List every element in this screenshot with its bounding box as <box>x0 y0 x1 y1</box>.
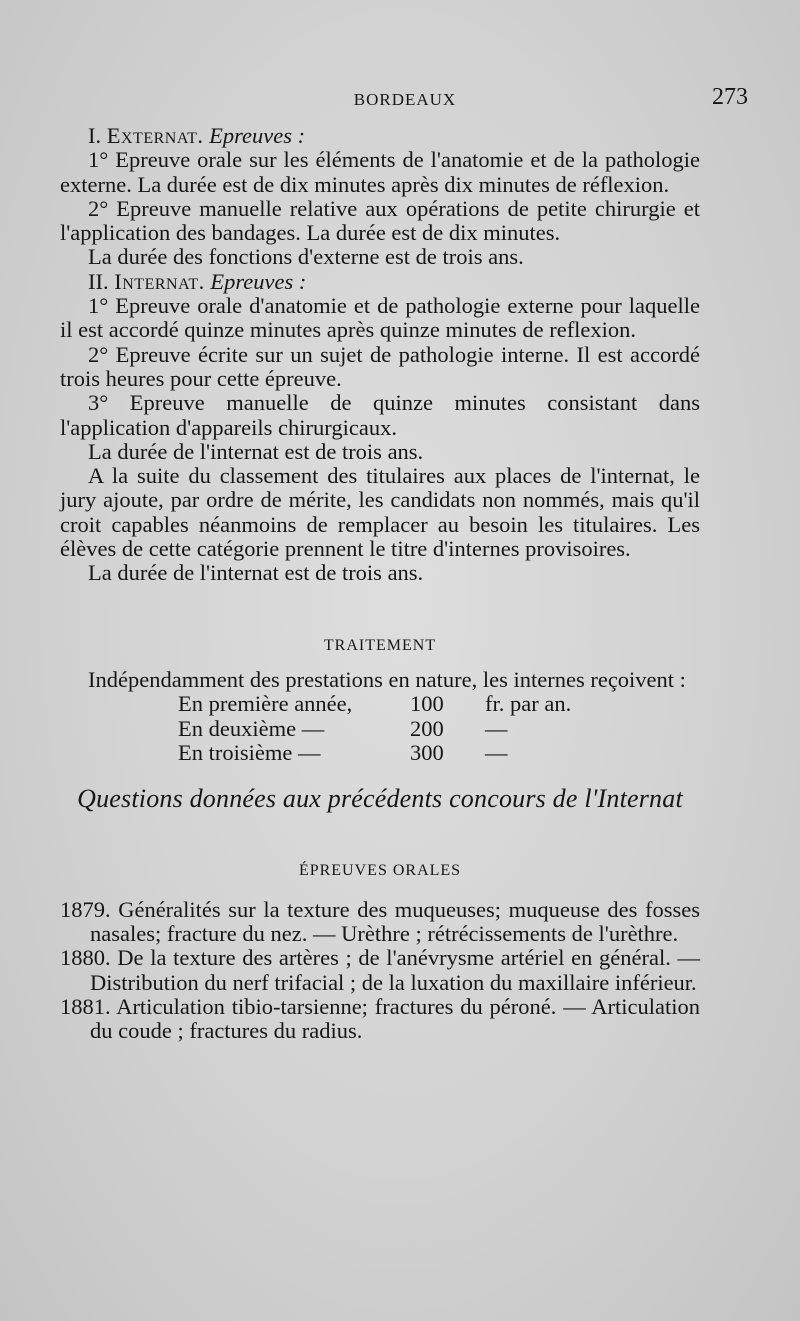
salary-unit: — <box>485 715 508 741</box>
internat-heading <box>60 270 700 294</box>
internat-provisoires: A la suite du classement des titulaires aux places de l'internat, le jury ajoute, par ordre de mérite, les candidats non nommés, mais qu'il croit capables néanmoins de remplacer au besoin les titulaires. Les élèves de cette catégorie prennent le titre d'internes provisoires. <box>60 463 700 562</box>
page-header <box>62 84 748 114</box>
running-title: BORDEAUX <box>353 90 457 109</box>
salary-row <box>178 741 571 765</box>
salary-label: En deuxième — <box>178 715 325 741</box>
salary-amount: 100 <box>410 691 444 717</box>
internat-item-1: 1° Epreuve orale d'anatomie et de pathologie externe pour laquelle il est accordé quinze minutes après quinze minutes de reflexion. <box>60 293 700 343</box>
question-item: 1879. Généralités sur la texture des muqueuses; muqueuse des fosses nasales; fracture du nez. — Urèthre ; rétrécissements de l'urèthre. <box>60 896 700 947</box>
salary-row <box>178 692 571 716</box>
question-item: 1880. De la texture des artères ; de l'anévrysme artériel en général. — Distribution du nerf trifacial ; de la luxation du maxillaire inférieur. <box>60 945 700 995</box>
externat-duration: La durée des fonctions d'externe est de trois ans. <box>88 244 524 270</box>
salary-amount: 200 <box>410 715 444 741</box>
externat-epreuves-label: Epreuves : <box>209 123 306 148</box>
externat-heading <box>60 124 700 148</box>
internat-duration: La durée de l'internat est de trois ans. <box>88 438 424 464</box>
salary-row <box>178 717 571 741</box>
internat-item-2: 2° Epreuve écrite sur un sujet de pathologie interne. Il est accordé trois heures pour cette épreuve. <box>60 341 700 391</box>
salary-table <box>178 692 571 765</box>
salary-label: En troisième — <box>178 739 321 765</box>
salary-label: En première année, <box>178 691 353 717</box>
question-item: 1881. Articulation tibio-tarsienne; fractures du péroné. — Articulation du coude ; fractures du radius. <box>60 993 700 1044</box>
questions-title: Questions données aux précédents concours de l'Internat <box>77 784 683 814</box>
internat-numeral: II. <box>88 268 109 294</box>
salary-unit: fr. par an. <box>485 691 572 717</box>
externat-title: Externat. <box>106 123 204 148</box>
spacer <box>60 811 700 859</box>
externat-item-2: 2° Epreuve manuelle relative aux opérations de petite chirurgie et l'application des bandages. La durée est de dix minutes. <box>60 195 700 246</box>
traitement-title: TRAITEMENT <box>323 636 437 654</box>
traitement-intro: Indépendamment des prestations en nature, les internes reçoivent : <box>88 666 686 692</box>
internat-item-3: 3° Epreuve manuelle de quinze minutes consistant dans l'application d'appareils chirurgicaux. <box>60 390 700 440</box>
page-number: 273 <box>712 84 748 110</box>
salary-amount: 300 <box>410 739 444 765</box>
externat-numeral: I. <box>88 123 102 148</box>
internat-duration-repeat: La durée de l'internat est de trois ans. <box>88 560 424 586</box>
salary-unit: — <box>485 739 508 765</box>
questions-subtitle: ÉPREUVES ORALES <box>298 862 462 880</box>
spacer <box>60 884 700 898</box>
internat-epreuves-label: Epreuves : <box>210 268 307 294</box>
externat-item-1: 1° Epreuve orale sur les éléments de l'anatomie et de la pathologie externe. La durée est de dix minutes après dix minutes de réflexion. <box>60 147 700 197</box>
spacer <box>60 586 700 634</box>
page-body <box>60 124 700 1044</box>
internat-title: Internat. <box>114 268 205 294</box>
